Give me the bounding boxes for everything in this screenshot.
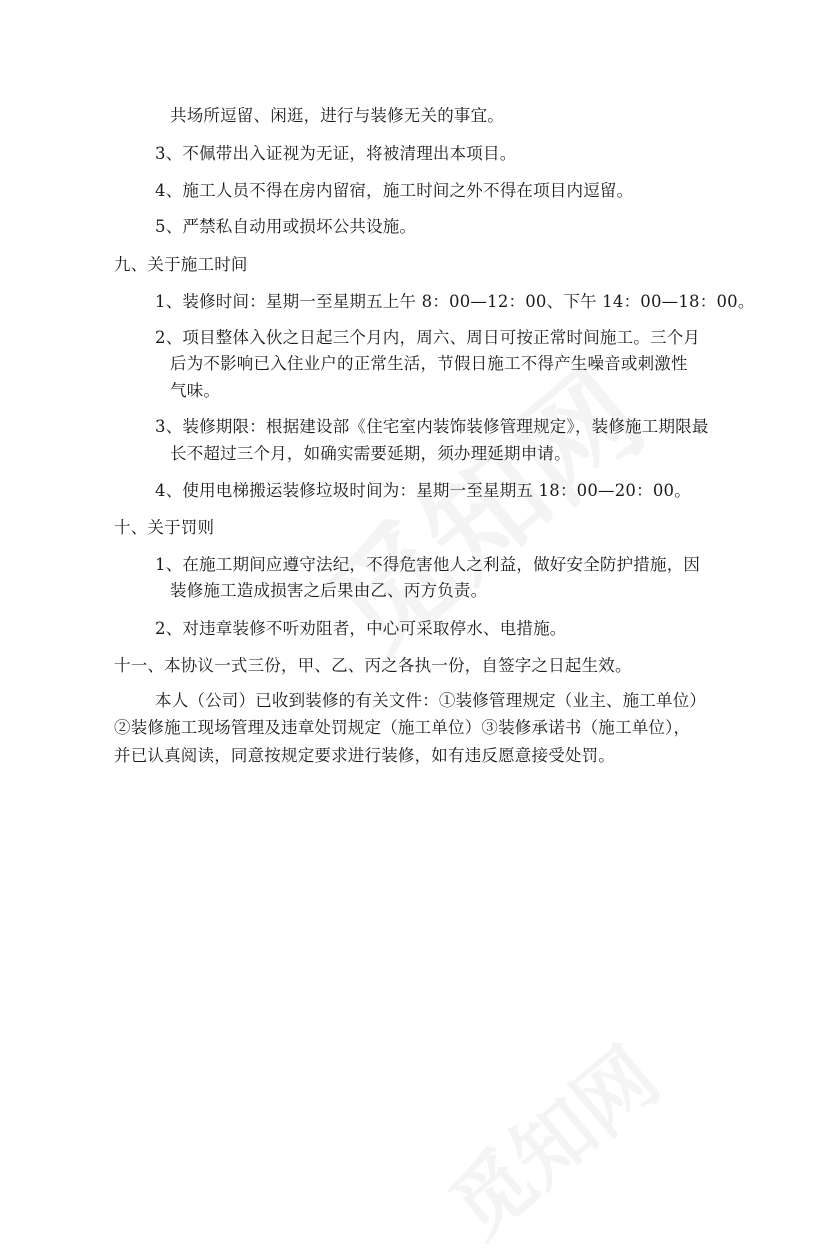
- section-heading: 九、关于施工时间: [114, 255, 248, 274]
- doc-line: 本人（公司）已收到装修的有关文件：①装修管理规定（业主、施工单位）: [155, 691, 707, 710]
- doc-line: 气味。: [170, 381, 221, 400]
- doc-line: 共场所逗留、闲逛，进行与装修无关的事宜。: [170, 106, 504, 125]
- doc-line: ②装修施工现场管理及违章处罚规定（施工单位）③装修承诺书（施工单位），: [114, 718, 691, 737]
- doc-line: 2、项目整体入伙之日起三个月内，周六、周日可按正常时间施工。三个月: [155, 328, 701, 347]
- doc-line: 1、在施工期间应遵守法纪，不得危害他人之利益，做好安全防护措施，因: [155, 555, 701, 574]
- doc-line: 2、对违章装修不听劝阻者，中心可采取停水、电措施。: [155, 619, 567, 638]
- doc-line: 5、严禁私自动用或损坏公共设施。: [155, 217, 417, 236]
- doc-line: 1、装修时间：星期一至星期五上午 8：00—12：00、下午 14：00—18：00。: [155, 292, 755, 311]
- doc-line: 长不超过三个月，如确实需要延期，须办理延期申请。: [170, 444, 571, 463]
- doc-line: 并已认真阅读，同意按规定要求进行装修，如有违反愿意接受处罚。: [114, 746, 615, 765]
- doc-line: 后为不影响已入住业户的正常生活，节假日施工不得产生噪音或刺激性: [170, 354, 688, 373]
- section-heading: 十、关于罚则: [114, 518, 215, 537]
- doc-line: 装修施工造成损害之后果由乙、丙方负责。: [170, 581, 488, 600]
- doc-line: 3、装修期限：根据建设部《住宅室内装饰装修管理规定》，装修施工期限最: [155, 417, 709, 436]
- doc-line: 3、不佩带出入证视为无证，将被清理出本项目。: [155, 144, 517, 163]
- section-heading: 十一、本协议一式三份，甲、乙、丙之各执一份，自签字之日起生效。: [114, 656, 632, 675]
- doc-line: 4、使用电梯搬运装修垃圾时间为：星期一至星期五 18：00—20：00。: [155, 481, 691, 500]
- doc-line: 4、施工人员不得在房内留宿，施工时间之外不得在项目内逗留。: [155, 181, 634, 200]
- watermark-bottom: [421, 1016, 679, 1258]
